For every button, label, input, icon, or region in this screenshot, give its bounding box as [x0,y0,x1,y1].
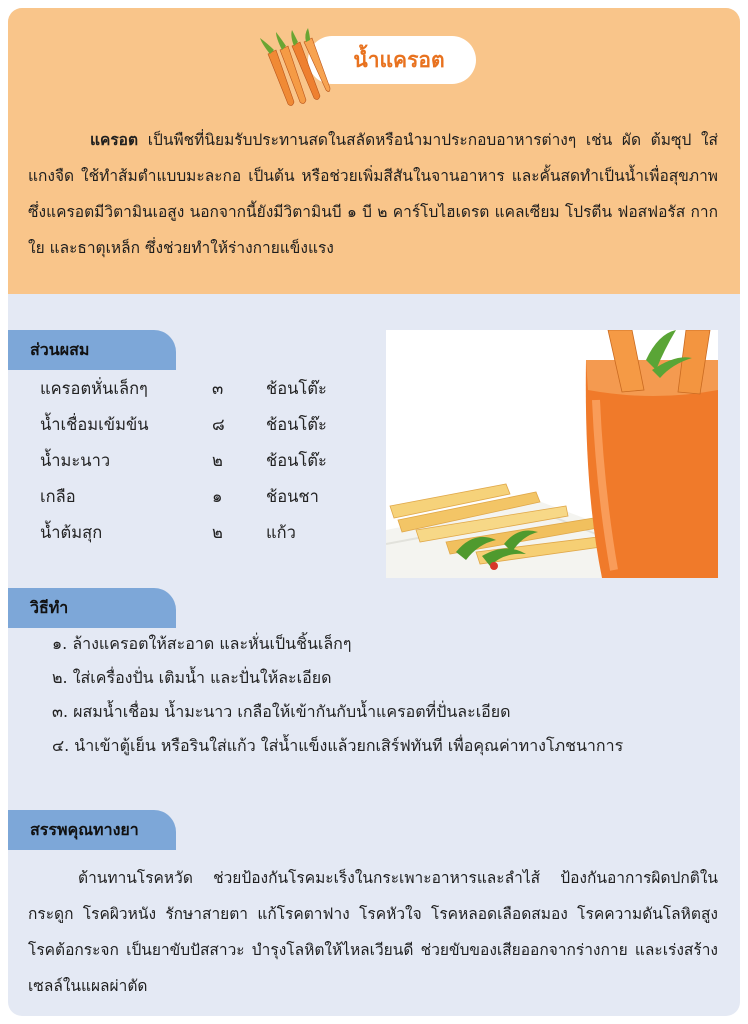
ingredient-qty: ๒ [212,451,223,470]
method-step: ๓. ผสมน้ำเชื่อม น้ำมะนาว เกลือให้เข้ากันกับน้ำแครอตที่ปั่นละเอียด [52,702,511,721]
method-heading-label: วิธีทำ [30,597,69,617]
ingredient-unit: ช้อนชา [266,487,319,506]
method-step: ๑. ล้างแครอตให้สะอาด และหั่นเป็นชิ้นเล็กๆ [52,634,352,653]
intro-paragraph [28,122,718,266]
intro-text: เป็นพืชที่นิยมรับประทานสดในสลัดหรือนำมาประกอบอาหารต่างๆ เช่น ผัด ต้มซุป ใส่แกงจืด ใช้ทำส้มตำแบบมะละกอ เป็นต้น หรือช่วยเพิ่มสีสันในจานอาหาร และคั้นสดทำเป็นน้ำเพื่อสุขภาพ ซึ่งแครอตมีวิตามินเอสูง นอกจากนี้ยังมีวิตามินบี ๑ บี ๒ คาร์โบไฮเดรต แคลเซียม โปรตีน ฟอสฟอรัส กากใย และธาตุเหล็ก ซึ่งช่วยทำให้ร่างกายแข็งแรง [28,131,718,257]
ingredient-name: น้ำต้มสุก [40,523,103,542]
carrot-icon [254,28,336,110]
ingredient-qty: ๘ [212,415,225,434]
ingredient-name: แครอตหั่นเล็กๆ [40,379,148,398]
recipe-card [8,8,740,1016]
benefits-paragraph: ต้านทานโรคหวัด ช่วยป้องกันโรคมะเร็งในกระเพาะอาหารและลำไส้ ป้องกันอาการผิดปกติในกระดูก โรคผิวหนัง รักษาสายตา แก้โรคตาฟาง โรคหัวใจ โรคหลอดเลือดสมอง โรคความดันโลหิตสูง โรคต้อกระจก เป็นยาขับปัสสาวะ บำรุงโลหิตให้ไหลเวียนดี ช่วยขับของเสียออกจากร่างกาย และเร่งสร้างเซลล์ในแผลผ่าตัด [28,869,718,995]
method-heading [8,588,176,628]
method-step: ๔. นำเข้าตู้เย็น หรือรินใส่แก้ว ใส่น้ำแข็งแล้วยกเสิร์ฟทันที เพื่อคุณค่าทางโภชนาการ [52,736,624,755]
method-step: ๒. ใส่เครื่องปั่น เติมน้ำ และปั่นให้ละเอียด [52,668,332,687]
benefits-heading-label: สรรพคุณทางยา [30,819,139,839]
ingredient-row [40,376,360,412]
intro-panel [8,8,740,294]
page-title: น้ำแครอต [353,47,445,72]
ingredient-row [40,520,360,556]
ingredient-row [40,412,360,448]
ingredients-heading [8,330,176,370]
carrot-juice-photo [386,330,718,578]
ingredient-name: น้ำเชื่อมเข้มข้น [40,415,149,434]
ingredient-name: เกลือ [40,487,76,506]
intro-bold-word: แครอต [90,131,139,149]
ingredient-unit: ช้อนโต๊ะ [266,415,327,434]
ingredient-unit: ช้อนโต๊ะ [266,451,327,470]
ingredient-row [40,484,360,520]
ingredients-heading-label: ส่วนผสม [30,339,90,359]
ingredient-unit: แก้ว [266,523,296,542]
benefits-heading [8,810,176,850]
ingredient-qty: ๓ [212,379,224,398]
ingredient-name: น้ำมะนาว [40,451,111,470]
ingredient-row [40,448,360,484]
ingredient-qty: ๒ [212,523,223,542]
ingredient-qty: ๑ [212,487,223,506]
ingredient-unit: ช้อนโต๊ะ [266,379,327,398]
